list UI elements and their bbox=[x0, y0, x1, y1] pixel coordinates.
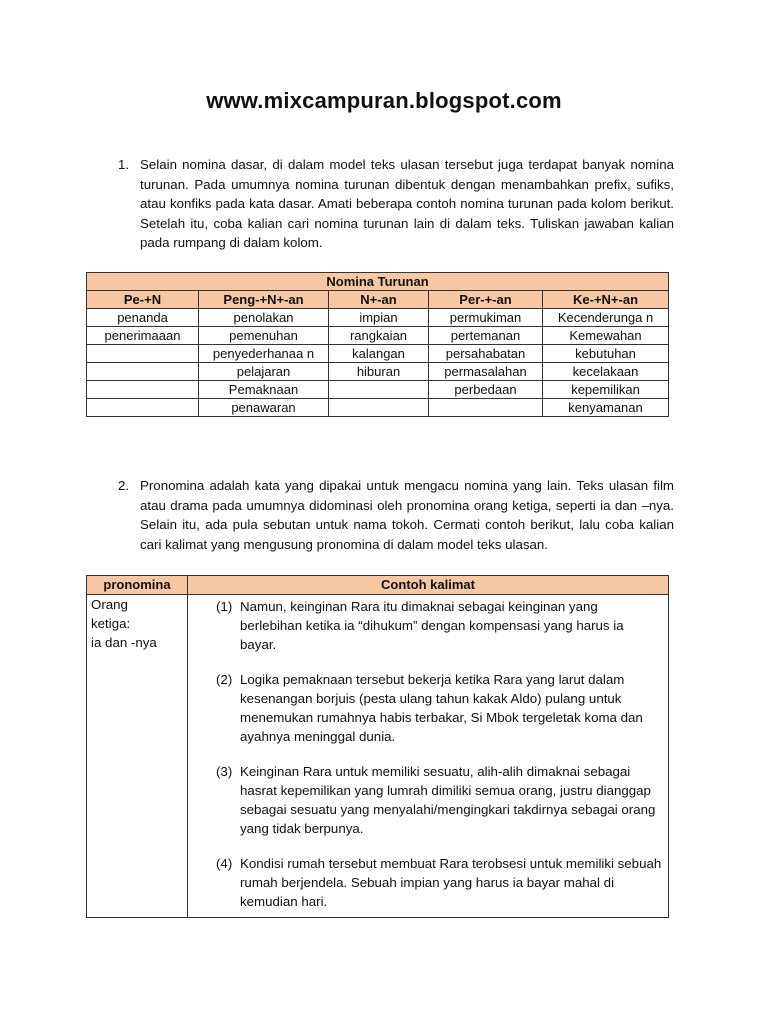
example-text: Namun, keinginan Rara itu dimaknai sebagai keinginan yang berlebihan ketika ia “dihukum” dengan kompensasi yang harus ia bayar. bbox=[240, 599, 624, 652]
example-item bbox=[188, 762, 662, 838]
table-cell: kebutuhan bbox=[543, 345, 669, 363]
table-cell: hiburan bbox=[329, 363, 429, 381]
column-header: Peng-+N+-an bbox=[199, 291, 329, 309]
table-row bbox=[87, 327, 669, 345]
question-1 bbox=[118, 155, 674, 253]
table-cell: perbedaan bbox=[429, 381, 543, 399]
example-text: Keinginan Rara untuk memiliki sesuatu, alih-alih dimaknai sebagai hasrat kepemilikan yang lumrah dimiliki semua orang, justru dianggap sebagai sesuatu yang menyalahi/mengingkari takdirnya sebagai orang yang tidak berpunya. bbox=[240, 764, 656, 836]
table-cell: penyederhanaa n bbox=[199, 345, 329, 363]
example-item bbox=[188, 597, 662, 654]
table-cell: permasalahan bbox=[429, 363, 543, 381]
table-row bbox=[87, 309, 669, 327]
table-cell: kalangan bbox=[329, 345, 429, 363]
example-number: (4) bbox=[216, 856, 233, 871]
pronoun-line: Orang bbox=[91, 597, 128, 612]
nomina-turunan-table bbox=[86, 272, 669, 417]
table-cell: pemenuhan bbox=[199, 327, 329, 345]
example-text: Logika pemaknaan tersebut bekerja ketika Rara yang larut dalam kesenangan borjuis (pesta ulang tahun kakak Aldo) pulang untuk menemukan rumahnya habis terbakar, Si Mbok tergeletak koma dan ayahnya meninggal dunia. bbox=[240, 672, 643, 744]
table-cell: penerimaaan bbox=[87, 327, 199, 345]
table-cell: kecelakaan bbox=[543, 363, 669, 381]
example-number: (2) bbox=[216, 672, 233, 687]
example-text: Kondisi rumah tersebut membuat Rara terobsesi untuk memiliki sebuah rumah berjendela. Sebuah impian yang harus ia bayar mahal di kemudian hari. bbox=[240, 856, 662, 909]
table-row bbox=[87, 345, 669, 363]
column-header: Ke-+N+-an bbox=[543, 291, 669, 309]
example-item bbox=[188, 670, 662, 746]
table-cell: impian bbox=[329, 309, 429, 327]
table-cell: kepemilikan bbox=[543, 381, 669, 399]
table-row bbox=[87, 363, 669, 381]
column-header: Pe-+N bbox=[87, 291, 199, 309]
table-cell: penanda bbox=[87, 309, 199, 327]
table-cell-empty bbox=[429, 399, 543, 417]
table-cell-empty bbox=[87, 399, 199, 417]
table-cell-empty bbox=[87, 363, 199, 381]
column-header: Per-+-an bbox=[429, 291, 543, 309]
question-2 bbox=[118, 476, 674, 554]
table-cell: Kecenderunga n bbox=[543, 309, 669, 327]
question-2-text: Pronomina adalah kata yang dipakai untuk mengacu nomina yang lain. Teks ulasan film atau drama pada umumnya didominasi oleh pronomina orang ketiga, seperti ia dan –nya. Selain itu, ada pula sebutan untuk nama tokoh. Cermati contoh berikut, lalu coba kalian cari kalimat yang mengusung pronomina di dalam model teks ulasan. bbox=[140, 478, 674, 552]
page-title: www.mixcampuran.blogspot.com bbox=[206, 88, 562, 113]
table-cell: pelajaran bbox=[199, 363, 329, 381]
table-cell-empty bbox=[87, 345, 199, 363]
table-cell: persahabatan bbox=[429, 345, 543, 363]
column-header-contoh: Contoh kalimat bbox=[188, 576, 669, 595]
pronoun-line: ia dan -nya bbox=[91, 635, 157, 650]
pronomina-table bbox=[86, 575, 669, 918]
examples-cell bbox=[188, 595, 669, 918]
example-list bbox=[188, 597, 662, 911]
question-2-number: 2. bbox=[118, 478, 130, 493]
table-row bbox=[87, 399, 669, 417]
pronoun-line: ketiga: bbox=[91, 616, 131, 631]
example-number: (1) bbox=[216, 599, 233, 614]
table-cell-empty bbox=[329, 381, 429, 399]
table-row bbox=[87, 381, 669, 399]
table-cell: rangkaian bbox=[329, 327, 429, 345]
column-header-pronomina: pronomina bbox=[87, 576, 188, 595]
table-cell: Kemewahan bbox=[543, 327, 669, 345]
column-header: N+-an bbox=[329, 291, 429, 309]
table-cell: penawaran bbox=[199, 399, 329, 417]
table-title: Nomina Turunan bbox=[87, 273, 669, 291]
example-number: (3) bbox=[216, 764, 233, 779]
question-1-number: 1. bbox=[118, 157, 130, 172]
pronoun-cell bbox=[87, 595, 188, 918]
table-cell-empty bbox=[87, 381, 199, 399]
table-cell: pertemanan bbox=[429, 327, 543, 345]
table-cell: kenyamanan bbox=[543, 399, 669, 417]
table-cell-empty bbox=[329, 399, 429, 417]
example-item bbox=[188, 854, 662, 911]
table-cell: penolakan bbox=[199, 309, 329, 327]
question-1-text: Selain nomina dasar, di dalam model teks ulasan tersebut juga terdapat banyak nomina turunan. Pada umumnya nomina turunan dibentuk dengan menambahkan prefix, sufiks, atau konfiks pada kata dasar. Amati beberapa contoh nomina turunan pada kolom berikut. Setelah itu, coba kalian cari nomina turunan lain di dalam teks. Tuliskan jawaban kalian pada rumpang di dalam kolom. bbox=[140, 157, 674, 251]
table-cell: permukiman bbox=[429, 309, 543, 327]
table-cell: Pemaknaan bbox=[199, 381, 329, 399]
